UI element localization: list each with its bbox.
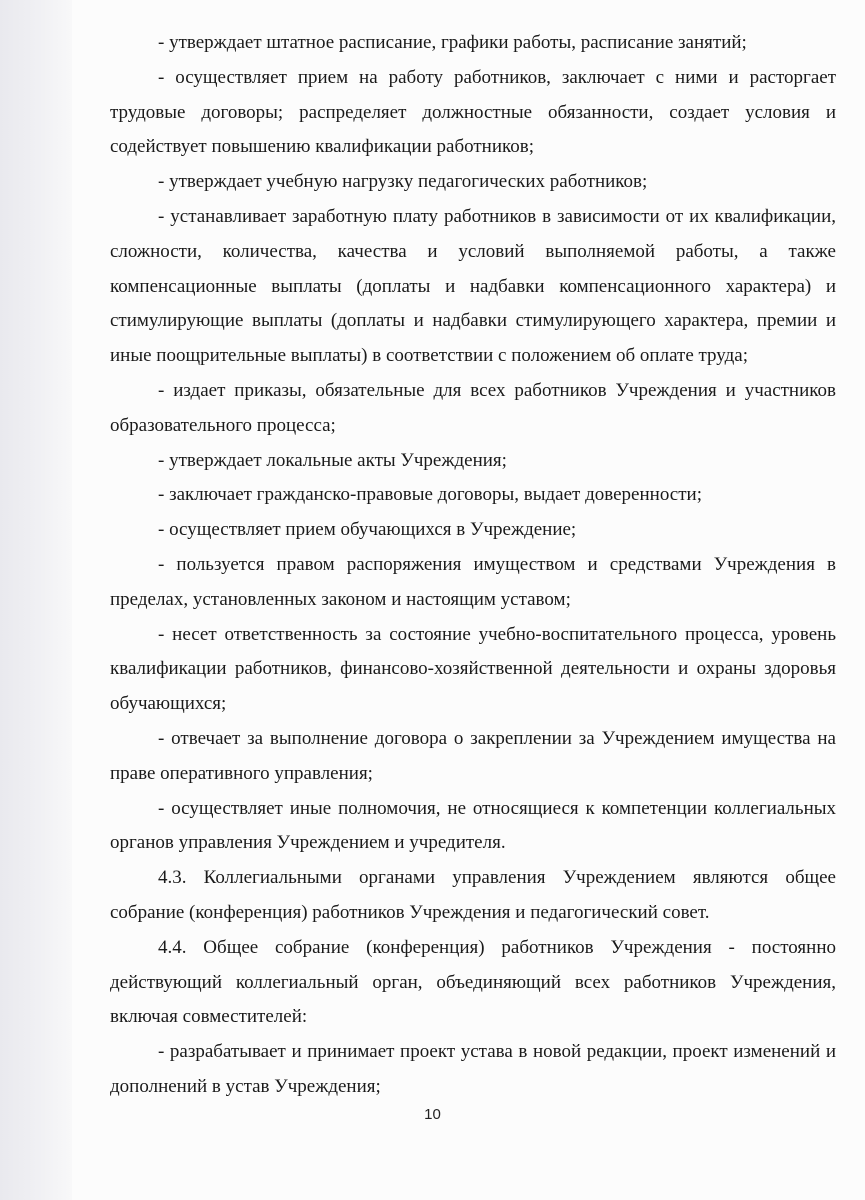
section-4-3: 4.3. Коллегиальными органами управления Учреждением являются общее собрание (конференция) работников Учреждения и педагогический совет. xyxy=(110,867,836,923)
paragraph: - разрабатывает и принимает проект устава в новой редакции, проект изменений и дополнений в устав Учреждения; xyxy=(110,1041,836,1097)
paragraph: - несет ответственность за состояние учебно-воспитательного процесса, уровень квалификации работников, финансово-хозяйственной деятельности и охраны здоровья обучающихся; xyxy=(110,623,836,715)
page-number: 10 xyxy=(424,1106,441,1123)
paragraph: - осуществляет иные полномочия, не относящиеся к компетенции коллегиальных органов управления Учреждением и учредителя. xyxy=(110,797,836,854)
paragraph: - осуществляет прием на работу работников, заключает с ними и расторгает трудовые договоры; распределяет должностные обязанности, создает условия и содействует повышению квалификации работников; xyxy=(110,66,836,158)
paragraph: - осуществляет прием обучающихся в Учреждение; xyxy=(158,519,577,541)
page-body xyxy=(110,26,836,1105)
paragraph: - отвечает за выполнение договора о закреплении за Учреждением имущества на праве оперативного управления; xyxy=(110,727,836,784)
paragraph: - издает приказы, обязательные для всех работников Учреждения и участников образовательного процесса; xyxy=(110,379,836,436)
paragraph: - пользуется правом распоряжения имуществом и средствами Учреждения в пределах, установленных законом и настоящим уставом; xyxy=(110,553,836,610)
paragraph: - устанавливает заработную плату работников в зависимости от их квалификации, сложности, количества, качества и условий выполняемой работы, а также компенсационные выплаты (доплаты и надбавки компенсационного характера) и стимулирующие выплаты (доплаты и надбавки стимулирующего характера, премии и иные поощрительные выплаты) в соответствии с положением об оплате труда; xyxy=(110,205,836,367)
paragraph: - утверждает учебную нагрузку педагогических работников; xyxy=(158,171,648,193)
section-4-4: 4.4. Общее собрание (конференция) работников Учреждения - постоянно действующий коллегиальный орган, объединяющий всех работников Учреждения, включая совместителей: xyxy=(110,936,836,1028)
paragraph: - заключает гражданско-правовые договоры, выдает доверенности; xyxy=(158,484,702,506)
paragraph: - утверждает штатное расписание, графики работы, расписание занятий; xyxy=(158,32,747,53)
previous-page-edge xyxy=(0,0,72,1200)
paragraph: - утверждает локальные акты Учреждения; xyxy=(158,449,507,471)
